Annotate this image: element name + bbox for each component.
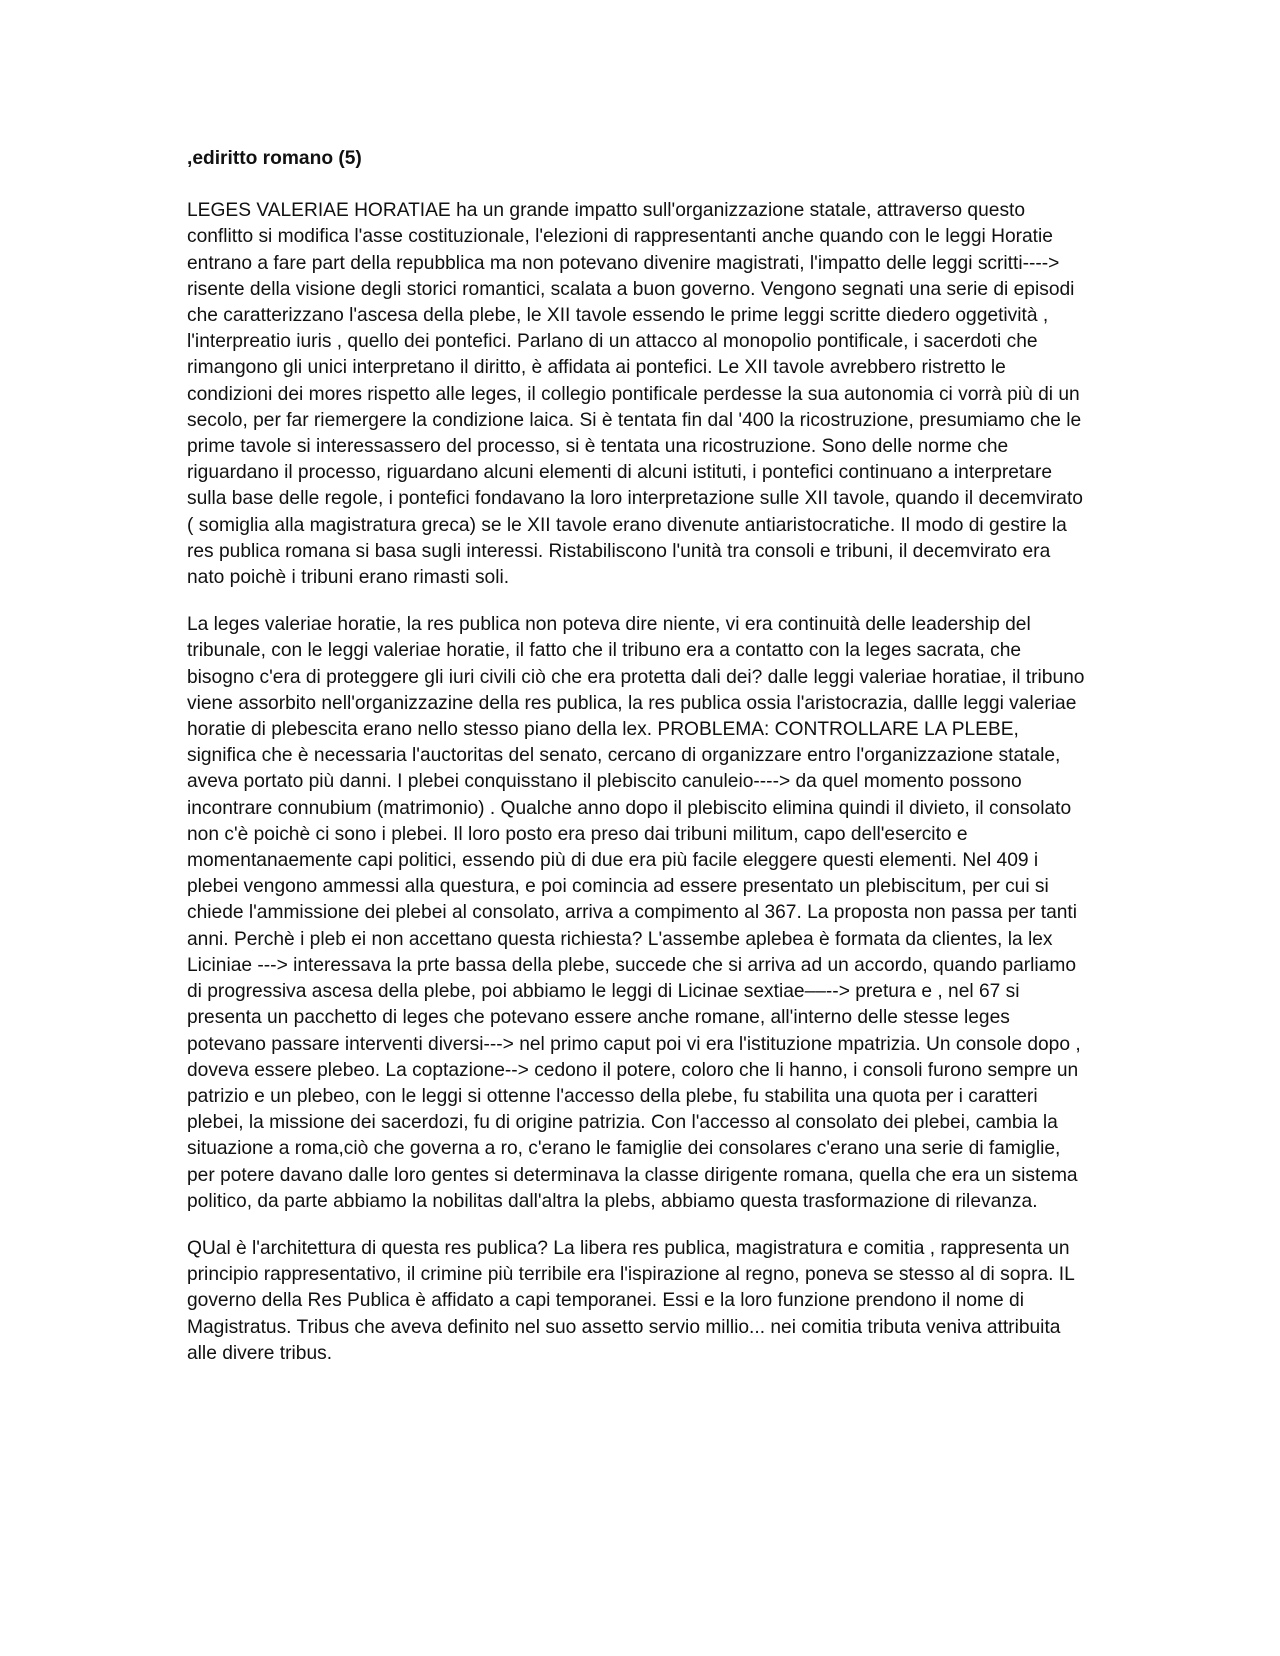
document-title: ,ediritto romano (5) (187, 148, 362, 169)
document-body (187, 146, 1092, 1388)
paragraph-3: QUal è l'architettura di questa res publica? La libera res publica, magistratura e comitia , rappresenta un principio rappresentativo, il crimine più terribile era l'ispirazione al regno, poneva se stesso al di sopra. IL governo della Res Publica è affidato a capi temporanei. Essi e la loro funzione prendono il nome di Magistratus. Tribus che aveva definito nel suo assetto servio millio... nei comitia tributa veniva attribuita alle divere tribus. (187, 1237, 1075, 1364)
paragraph-2: La leges valeriae horatie, la res publica non poteva dire niente, vi era continuità delle leadership del tribunale, con le leggi valeriae horatie, il fatto che il tribuno era a contatto con la leges sacrata, che bisogno c'era di proteggere gli iuri civili ciò che era protetta dali dei? dalle leggi valeriae horatiae, il tribuno viene assorbito nell'organizzazine della res publica, la res publica ossia l'aristocrazia, dallle leggi valeriae horatie di plebescita erano nello stesso piano della lex. PROBLEMA: CONTROLLARE LA PLEBE, significa che è necessaria l'auctoritas del senato, cercano di organizzare entro l'organizzazione statale, aveva portato più danni. I plebei conquisstano il plebiscito canuleio----> da quel momento possono incontrare connubium (matrimonio) . Qualche anno dopo il plebiscito elimina quindi il divieto, il consolato non c'è poichè ci sono i plebei. Il loro posto era preso dai tribuni militum, capo dell'esercito e momentanaemente capi politici, essendo più di due era più facile eleggere questi elementi. Nel 409 i plebei vengono ammessi alla questura, e poi comincia ad essere presentato un plebiscitum, per cui si chiede l'ammissione dei plebei al consolato, arriva a compimento al 367. La proposta non passa per tanti anni. Perchè i pleb ei non accettano questa richiesta? L'assembe aplebea è formata da clientes, la lex Liciniae ---> interessava la prte bassa della plebe, succede che si arriva ad un accordo, quando parliamo di progressiva ascesa della plebe, poi abbiamo le leggi di Licinae sextiae––--> pretura e , nel 67 si presenta un pacchetto di leges che potevano essere anche romane, all'interno delle stesse leges potevano passare interventi diversi---> nel primo caput poi vi era l'istituzione mpatrizia. Un console dopo , doveva essere plebeo. La coptazione--> cedono il potere, coloro che li hanno, i consoli furono sempre un patrizio e un plebeo, con le leggi si ottenne l'accesso della plebe, fu stabilita una quota per i caratteri plebei, la missione dei sacerdozi, fu di origine patrizia. Con l'accesso al consolato dei plebei, cambia la situazione a roma,ciò che governa a ro, c'erano le famiglie dei consolares c'erano una serie di famiglie, per potere davano dalle loro gentes si determinava la classe dirigente romana, quella che era un sistema politico, da parte abbiamo la nobilitas dall'altra la plebs, abbiamo questa trasformazione di rilevanza. (187, 614, 1085, 1212)
paragraph-1: LEGES VALERIAE HORATIAE ha un grande impatto sull'organizzazione statale, attraverso questo conflitto si modifica l'asse costituzionale, l'elezioni di rappresentanti anche quando con le leggi Horatie entrano a fare part della repubblica ma non potevano divenire magistrati, l'impatto delle leggi scritti----> risente della visione degli storici romantici, scalata a buon governo. Vengono segnati una serie di episodi che caratterizzano l'ascesa della plebe, le XII tavole essendo le prime leggi scritte diedero oggetività , l'interpreatio iuris , quello dei pontefici. Parlano di un attacco al monopolio pontificale, i sacerdoti che rimangono gli unici interpretano il diritto, è affidata ai pontefici. Le XII tavole avrebbero ristretto le condizioni dei mores rispetto alle leges, il collegio pontificale perdesse la sua autonomia ci vorrà più di un secolo, per far riemergere la condizione laica. Si è tentata fin dal '400 la ricostruzione, presumiamo che le prime tavole si interessassero del processo, si è tentata una ricostruzione. Sono delle norme che riguardano il processo, riguardano alcuni elementi di alcuni istituti, i pontefici continuano a interpretare sulla base delle regole, i pontefici fondavano la loro interpretazione sulle XII tavole, quando il decemvirato ( somiglia alla magistratura greca) se le XII tavole erano divenute antiaristocratiche. Il modo di gestire la res publica romana si basa sugli interessi. Ristabiliscono l'unità tra consoli e tribuni, il decemvirato era nato poichè i tribuni erano rimasti soli. (187, 200, 1083, 589)
